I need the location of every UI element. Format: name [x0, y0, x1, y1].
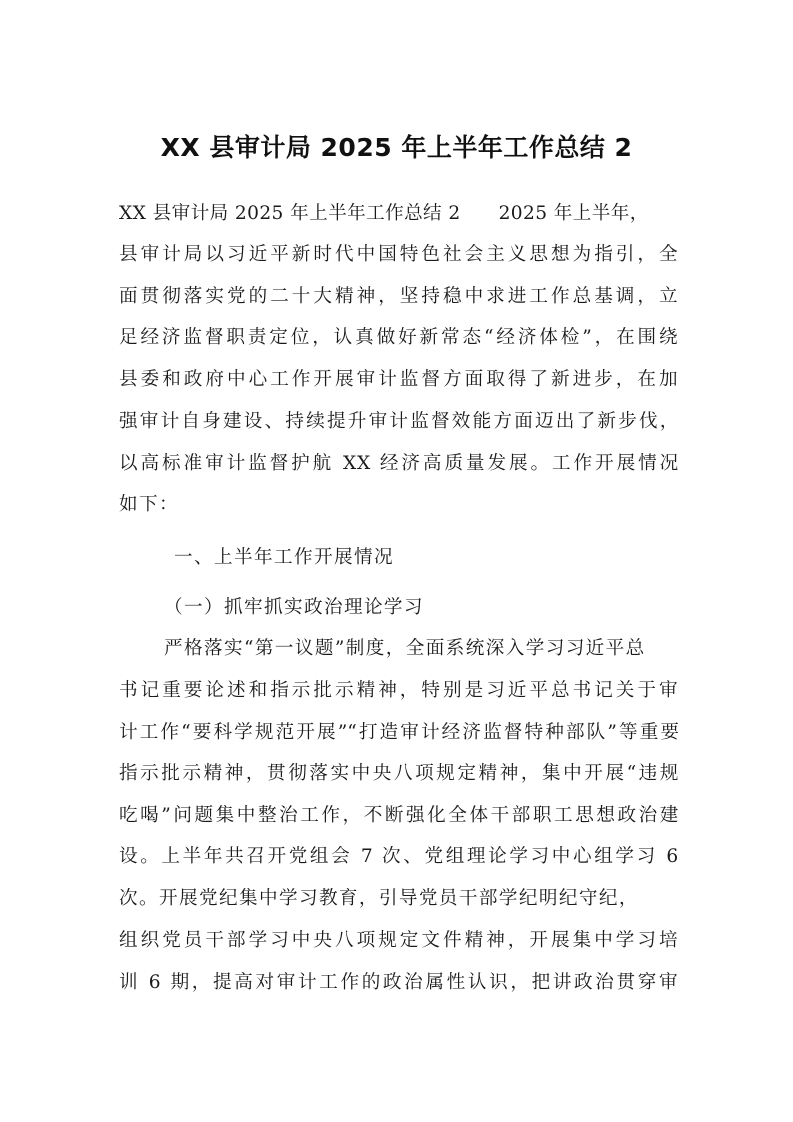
intro-line: 如下：	[119, 494, 179, 515]
body-line: 次。开展党纪集中学习教育，引导党员干部学纪明纪守纪，	[119, 888, 639, 909]
intro-line: 面贯彻落实党的二十大精神，坚持稳中求进工作总基调，立	[119, 286, 679, 307]
intro-line: 足经济监督职责定位，认真做好新常态“经济体检”，在围绕	[119, 327, 679, 348]
body-line: 书记重要论述和指示批示精神，特别是习近平总书记关于审	[119, 680, 679, 701]
intro-line: 强审计自身建设、持续提升审计监督效能方面迈出了新步伐，	[119, 411, 679, 432]
body-line: 组织党员干部学习中央八项规定文件精神，开展集中学习培	[119, 930, 679, 951]
body-line: 指示批示精神，贯彻落实中央八项规定精神，集中开展“违规	[119, 763, 679, 784]
document-title: XX 县审计局 2025 年上半年工作总结 2	[160, 133, 633, 162]
body-line: 训 6 期，提高对审计工作的政治属性认识，把讲政治贯穿审	[119, 972, 679, 993]
subsection-heading: （一）抓牢抓实政治理论学习	[164, 597, 424, 618]
intro-line: 县审计局以习近平新时代中国特色社会主义思想为指引，全	[119, 244, 679, 265]
body-line: 吃喝”问题集中整治工作，不断强化全体干部职工思想政治建	[119, 805, 679, 826]
intro-line: 县委和政府中心工作开展审计监督方面取得了新进步，在加	[119, 369, 679, 390]
body-line: 设。上半年共召开党组会 7 次、党组理论学习中心组学习 6	[119, 846, 679, 867]
body-line: 计工作“要科学规范开展”“打造审计经济监督特种部队”等重要	[119, 722, 679, 743]
section-heading: 一、上半年工作开展情况	[174, 547, 394, 568]
intro-line: 以高标准审计监督护航 XX 经济高质量发展。工作开展情况	[119, 453, 679, 474]
intro-line: XX 县审计局 2025 年上半年工作总结 2 2025 年上半年，	[119, 203, 649, 224]
body-line: 严格落实“第一议题”制度，全面系统深入学习习近平总	[164, 638, 646, 659]
